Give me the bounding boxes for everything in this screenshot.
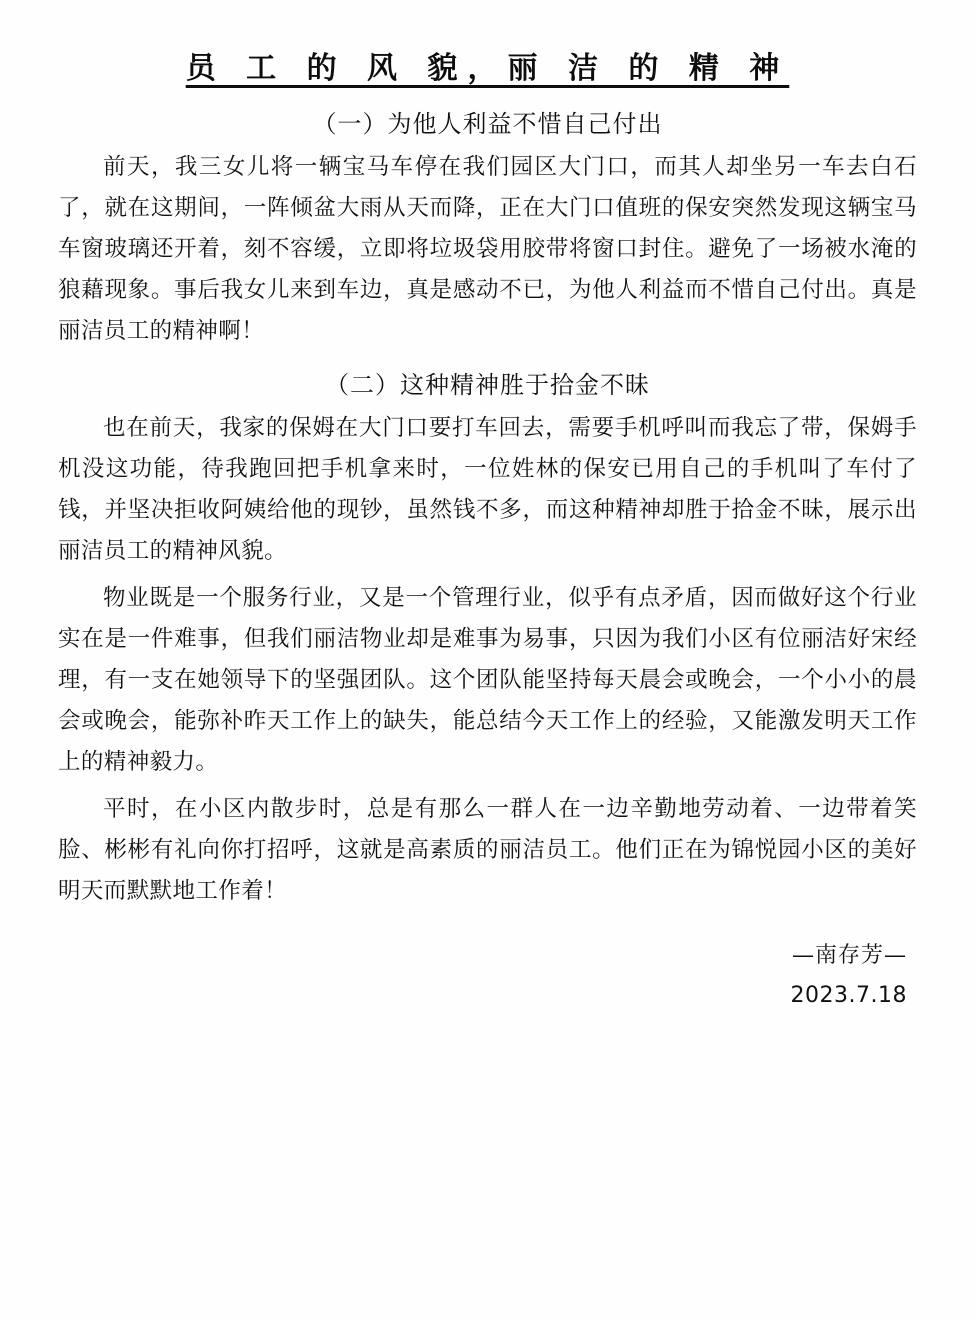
section-heading-2: （二）这种精神胜于拾金不昧 (325, 371, 650, 400)
paragraph: 物业既是一个服务行业，又是一个管理行业，似乎有点矛盾，因而做好这个行业实在是一件难事，但我们丽洁物业却是难事为易事，只因为我们小区有位丽洁好宋经理，有一支在她领导下的坚强团队。这个团队能坚持每天晨会或晚会，一个小小的晨会或晚会，能弥补昨天工作上的缺失，能总结今天工作上的经验，又能激发明天工作上的精神毅力。 (58, 585, 917, 775)
section-heading-1: （一）为他人利益不惜自己付出 (312, 110, 663, 138)
paragraph: 平时，在小区内散步时，总是有那么一群人在一边辛勤地劳动着、一边带着笑脸、彬彬有礼向你打招呼，这就是高素质的丽洁员工。他们正在为锦悦园小区的美好明天而默默地工作着！ (58, 795, 917, 904)
author-signature: —南存芳— (791, 942, 907, 968)
document-date: 2023.7.18 (790, 982, 907, 1008)
paragraph: 前天，我三女儿将一辆宝马车停在我们园区大门口，而其人却坐另一车去白石了，就在这期间，一阵倾盆大雨从天而降，正在大门口值班的保安突然发现这辆宝马车窗玻璃还开着，刻不容缓，立即将垃圾袋用胶带将窗口封住。避免了一场被水淹的狼藉现象。事后我女儿来到车边，真是感动不已，为他人利益而不惜自己付出。真是丽洁员工的精神啊！ (58, 154, 917, 345)
page-title: 员 工 的 风 貌，丽 洁 的 精 神 (185, 51, 790, 86)
paragraph: 也在前天，我家的保姆在大门口要打车回去，需要手机呼叫而我忘了带，保姆手机没这功能，待我跑回把手机拿来时，一位姓林的保安已用自己的手机叫了车付了钱，并坚决拒收阿姨给他的现钞，虽然钱不多，而这种精神却胜于拾金不昧，展示出丽洁员工的精神风貌。 (58, 415, 917, 565)
